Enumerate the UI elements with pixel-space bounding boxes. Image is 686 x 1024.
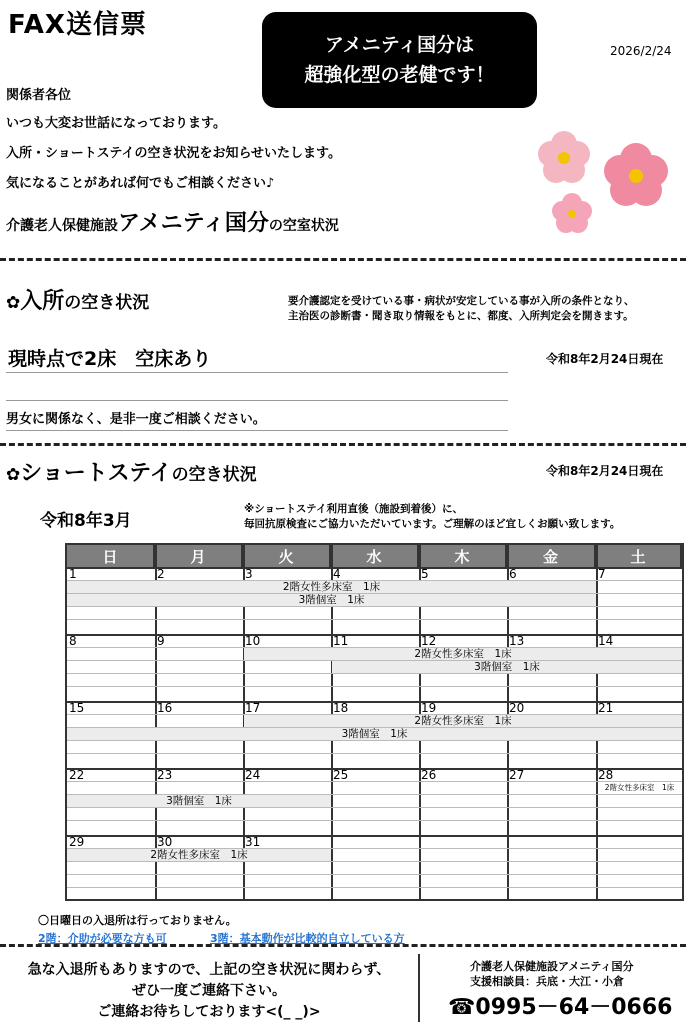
footer-line2: ぜひ一度ご連絡下さい。 (132, 983, 286, 999)
banner-line1: アメニティ国分は (324, 34, 475, 56)
calendar-sub-line (67, 740, 682, 741)
calendar-sub-line (67, 887, 682, 888)
footer-line3: ご連絡お待ちしております<(_ _)> (97, 1004, 321, 1020)
vacancy-bar: 2階女性多床室 1床 (67, 581, 596, 593)
footer-divider (418, 954, 420, 1022)
short-stay-title-big: ショートステイ (20, 461, 172, 486)
calendar-sub-line (67, 820, 682, 821)
calendar-day-number: 20 (509, 701, 525, 715)
vacancy-bar: 2階女性多床室 1床 (604, 783, 675, 792)
section-divider (0, 258, 686, 261)
calendar-day-number: 15 (69, 701, 85, 715)
calendar-day-number: 6 (509, 567, 517, 581)
clover-icon: ✿ (6, 465, 21, 485)
weekday-header: 土 (596, 545, 682, 567)
calendar-day-number: 22 (69, 768, 85, 782)
calendar-day-number: 4 (333, 567, 341, 581)
section-divider (0, 443, 686, 446)
calendar-sub-line (67, 686, 682, 687)
calendar-day-number: 14 (598, 634, 614, 648)
calendar-sub-line (67, 673, 682, 674)
vacancy-bar: 2階女性多床室 1床 (67, 849, 331, 861)
facility-suffix: の空室状況 (268, 218, 339, 234)
calendar-day-number: 23 (157, 768, 173, 782)
rule (6, 430, 508, 431)
short-stay-title (6, 456, 257, 487)
sunday-note: 〇日曜日の入退所は行っておりません。 (38, 914, 237, 927)
calendar-day-number: 16 (157, 701, 173, 715)
calendar-day-number: 17 (245, 701, 261, 715)
weekday-header: 火 (243, 545, 331, 567)
calendar-day-number: 5 (421, 567, 429, 581)
nyusho-title-rest: の空き状況 (64, 293, 150, 313)
greeting-line2: 入所・ショートステイの空き状況をお知らせいたします。 (6, 146, 342, 161)
weekday-header: 日 (67, 545, 155, 567)
footer-message (0, 960, 418, 1023)
calendar-day-number: 19 (421, 701, 437, 715)
calendar-sub-line (67, 606, 682, 607)
short-stay-title-rest: の空き状況 (171, 465, 257, 485)
facility-prefix: 介護老人保健施設 (6, 218, 118, 234)
flower-2 (604, 143, 668, 206)
floor3-note: 3階：基本動作が比較的自立している方 (210, 932, 405, 945)
calendar-day-number: 28 (598, 768, 614, 782)
rule (6, 372, 508, 373)
facility-name: アメニティ国分 (118, 211, 269, 236)
nyusho-note-line2: 主治医の診断書・聞き取り情報をもとに、都度、入所判定会を開きます。 (288, 310, 634, 322)
vacancy-bar: 3階個室 1床 (67, 795, 331, 807)
calendar-month: 令和8年3月 (40, 511, 132, 531)
facility-heading (6, 206, 339, 237)
vacancy-bar: 3階個室 1床 (67, 594, 596, 606)
calendar-day-number: 30 (157, 835, 173, 849)
nyusho-note-line1: 要介護認定を受けている事・病状が安定している事が入所の条件となり、 (288, 295, 635, 307)
nyusho-status: 現時点で2床 空床あり (8, 348, 212, 370)
vacancy-bar: 2階女性多床室 1床 (244, 648, 682, 660)
send-date: 2026/2/24 (610, 44, 672, 58)
calendar-day-number: 27 (509, 768, 525, 782)
banner-line2: 超強化型の老健です！ (304, 64, 495, 86)
nyusho-as-of: 令和8年2月24日現在 (546, 352, 664, 366)
nyusho-title (6, 284, 149, 315)
calendar-day-number: 29 (69, 835, 85, 849)
nyusho-note (288, 294, 635, 324)
calendar-day-number: 1 (69, 567, 77, 581)
rule (6, 400, 508, 401)
calendar-day-number: 11 (333, 634, 349, 648)
calendar-day-number: 25 (333, 768, 349, 782)
phone-number: ☎0995－64－0666 (448, 995, 673, 1020)
weekday-header: 水 (331, 545, 419, 567)
calendar-sub-line (67, 619, 682, 620)
calendar-sub-line (67, 861, 682, 862)
calendar-day-number: 13 (509, 634, 525, 648)
plum-blossom-illustration (528, 128, 678, 238)
banner (262, 12, 537, 108)
fax-title: FAX送信票 (8, 10, 147, 40)
clover-icon: ✿ (6, 293, 21, 313)
flower-3 (552, 193, 592, 233)
calendar-sub-line (67, 807, 682, 808)
calendar-day-number: 21 (598, 701, 614, 715)
calendar-day-number: 3 (245, 567, 253, 581)
calendar-sub-line (67, 874, 682, 875)
footer-line1: 急な入退所もありますので、上記の空き状況に関わらず、 (27, 962, 391, 978)
calendar-sub-line (67, 753, 682, 754)
footer-facility: 介護老人保健施設アメニティ国分 (470, 960, 634, 973)
calendar-day-number: 9 (157, 634, 165, 648)
calendar-day-number: 31 (245, 835, 261, 849)
calendar-day-number: 18 (333, 701, 349, 715)
calendar-day-number: 8 (69, 634, 77, 648)
calendar-day-number: 7 (598, 567, 606, 581)
nyusho-message: 男女に関係なく、是非一度ご相談ください。 (6, 412, 266, 427)
vacancy-bar: 3階個室 1床 (67, 728, 682, 740)
greeting-line1: いつも大変お世話になっております。 (6, 116, 226, 131)
short-stay-note-line2: 毎回抗原検査にご協力いただいています。ご理解のほど宜しくお願い致します。 (244, 518, 621, 530)
calendar-day-number: 26 (421, 768, 437, 782)
vacancy-bar: 2階女性多床室 1床 (244, 715, 682, 727)
calendar-day-number: 12 (421, 634, 437, 648)
weekday-header: 金 (507, 545, 596, 567)
section-divider (0, 944, 686, 947)
greeting-line3: 気になることがあれば何でもご相談ください♪ (6, 176, 275, 191)
short-stay-note-line1: ※ショートステイ利用直後（施設到着後）に、 (244, 503, 463, 515)
calendar (65, 543, 684, 901)
nyusho-title-big: 入所 (20, 289, 65, 314)
addressee: 関係者各位 (6, 88, 72, 103)
calendar-day-number: 10 (245, 634, 261, 648)
weekday-header: 月 (155, 545, 243, 567)
calendar-day-number: 2 (157, 567, 165, 581)
floor2-note: 2階：介助が必要な方も可 (38, 932, 167, 945)
calendar-day-number: 24 (245, 768, 261, 782)
weekday-header: 木 (419, 545, 507, 567)
short-stay-as-of: 令和8年2月24日現在 (546, 464, 664, 478)
short-stay-note (244, 502, 620, 532)
vacancy-bar: 3階個室 1床 (332, 661, 682, 673)
flower-1 (538, 131, 590, 183)
footer-staff: 支援相談員：兵底・大江・小倉 (470, 975, 624, 988)
